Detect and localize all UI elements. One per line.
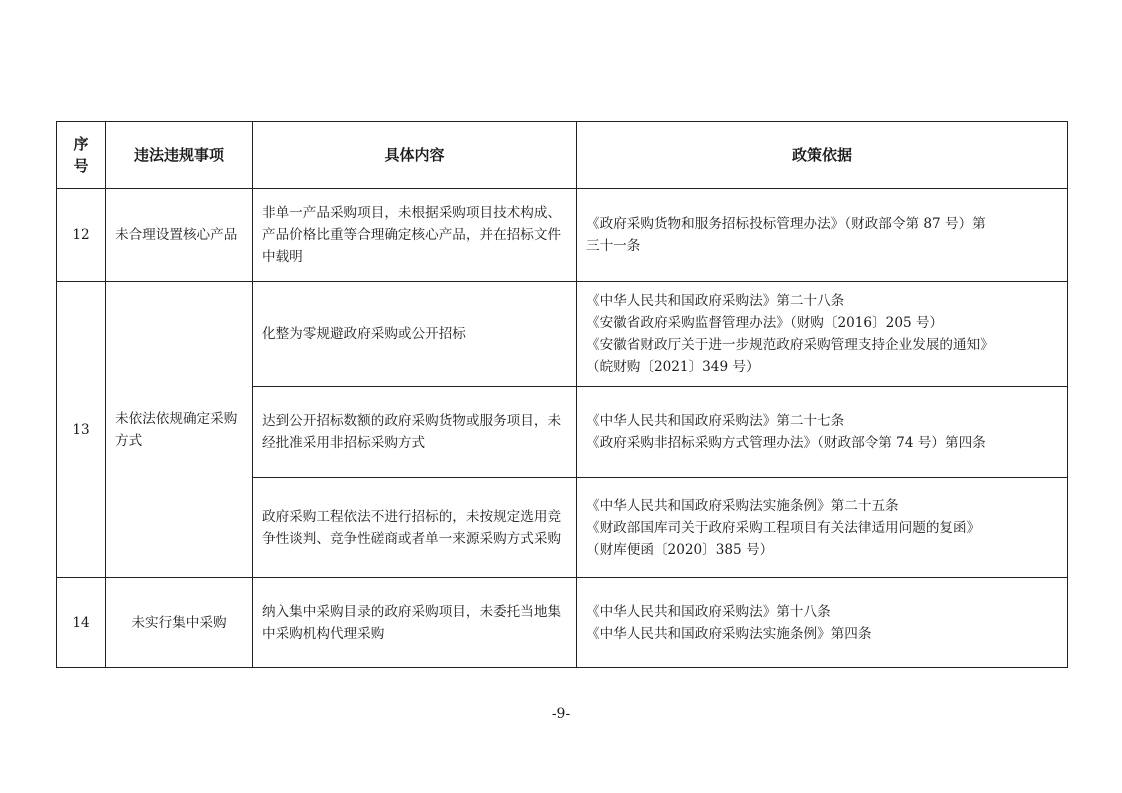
basis-line: 《中华人民共和国政府采购法实施条例》第二十五条 bbox=[586, 497, 899, 514]
basis-line: 《中华人民共和国政府采购法实施条例》第四条 bbox=[586, 625, 872, 642]
basis-line: 《政府采购非招标采购方式管理办法》（财政部令第 74 号）第四条 bbox=[586, 435, 986, 451]
header-seq: 序号 bbox=[57, 122, 106, 189]
row-item: 未依法依规确定采购方式 bbox=[106, 282, 253, 578]
row-basis bbox=[577, 189, 1068, 282]
row-basis bbox=[577, 578, 1068, 668]
basis-line: 《政府采购货物和服务招标投标管理办法》（财政部令第 87 号）第 bbox=[586, 216, 986, 232]
header-item: 违法违规事项 bbox=[106, 122, 253, 189]
row-content: 纳入集中采购目录的政府采购项目，未委托当地集中采购机构代理采购 bbox=[253, 578, 577, 668]
basis-line: （皖财购〔2021〕349 号） bbox=[586, 359, 760, 375]
basis-line: 《中华人民共和国政府采购法》第二十八条 bbox=[586, 293, 845, 309]
row-basis bbox=[577, 387, 1068, 478]
table-header-row bbox=[57, 122, 1068, 189]
row-content: 政府采购工程依法不进行招标的，未按规定选用竞争性谈判、竞争性磋商或者单一来源采购方式采购 bbox=[253, 478, 577, 578]
table-row bbox=[57, 189, 1068, 282]
row-basis bbox=[577, 478, 1068, 578]
row-content: 化整为零规避政府采购或公开招标 bbox=[253, 282, 577, 387]
row-basis bbox=[577, 282, 1068, 387]
row-item: 未实行集中采购 bbox=[106, 578, 253, 668]
row-content: 非单一产品采购项目，未根据采购项目技术构成、产品价格比重等合理确定核心产品，并在招标文件中载明 bbox=[253, 189, 577, 282]
row-content: 达到公开招标数额的政府采购货物或服务项目，未经批准采用非招标采购方式 bbox=[253, 387, 577, 478]
page-number: -9- bbox=[551, 706, 571, 722]
basis-line: 《安徽省财政厅关于进一步规范政府采购管理支持企业发展的通知》 bbox=[586, 337, 994, 353]
basis-line: 《中华人民共和国政府采购法》第十八条 bbox=[586, 603, 831, 620]
basis-line: 三十一条 bbox=[586, 238, 641, 254]
header-content: 具体内容 bbox=[253, 122, 577, 189]
basis-line: 《财政部国库司关于政府采购工程项目有关法律适用问题的复函》 bbox=[586, 519, 981, 536]
basis-line: 《安徽省政府采购监督管理办法》（财购〔2016〕205 号） bbox=[586, 315, 944, 331]
row-seq: 13 bbox=[57, 282, 106, 578]
row-seq: 12 bbox=[57, 189, 106, 282]
row-item: 未合理设置核心产品 bbox=[106, 189, 253, 282]
row-seq: 14 bbox=[57, 578, 106, 668]
basis-line: （财库便函〔2020〕385 号） bbox=[586, 541, 774, 558]
table-row bbox=[57, 578, 1068, 668]
header-basis: 政策依据 bbox=[577, 122, 1068, 189]
table-row bbox=[57, 282, 1068, 387]
basis-line: 《中华人民共和国政府采购法》第二十七条 bbox=[586, 413, 845, 429]
violations-table bbox=[56, 121, 1068, 668]
